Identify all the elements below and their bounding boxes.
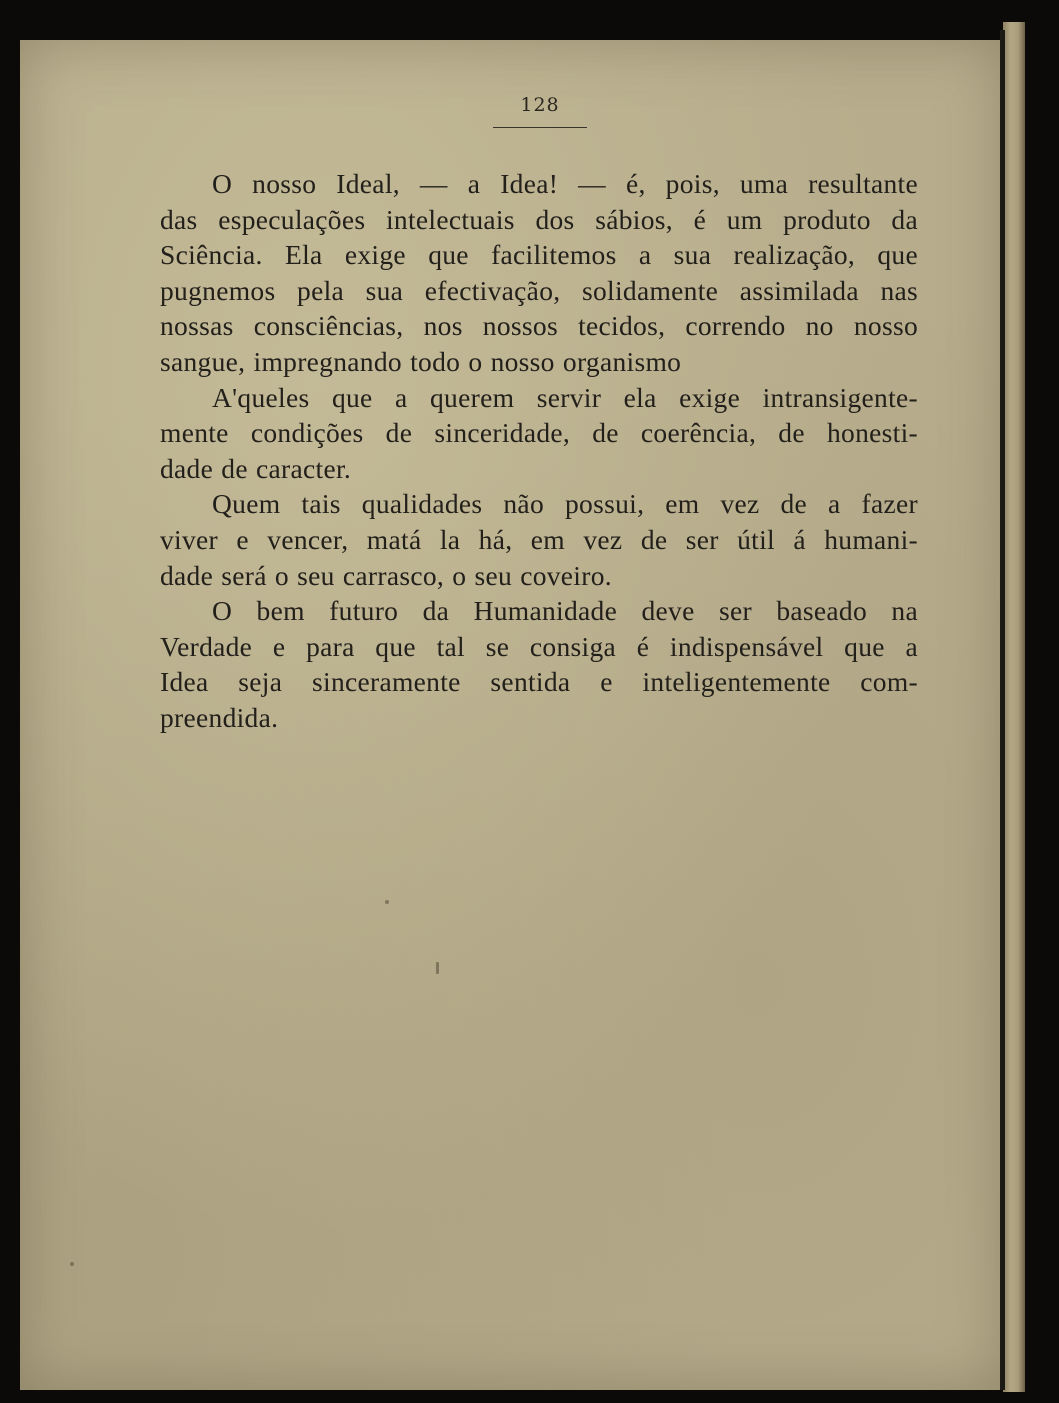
body-text [160,166,918,736]
text-line: pugnemos pela sua efectivação, solidamente assimilada nas [160,274,918,306]
page-number: 128 [520,94,560,116]
text-line: nossas consciências, nos nossos tecidos, correndo no nosso [160,310,918,342]
text-line: dade será o seu carrasco, o seu coveiro. [160,559,612,591]
text-line: preendida. [160,701,279,733]
facing-page-edge [1003,22,1025,1392]
text-line: A'queles que a querem servir ela exige intransigente- [212,381,918,413]
text-line: sangue, impregnando todo o nosso organismo [160,345,682,377]
text-line: Verdade e para que tal se consiga é indispensável que a [160,630,918,662]
text-line: Quem tais qualidades não possui, em vez de a fazer [212,488,918,520]
paper-speck [436,962,439,974]
text-line: viver e vencer, matá la há, em vez de ser útil á humani- [160,523,918,555]
text-line: mente condições de sinceridade, de coerência, de honesti- [160,417,918,449]
text-line: Sciência. Ela exige que facilitemos a sua realização, que [160,239,918,271]
text-line: O bem futuro da Humanidade deve ser baseado na [212,595,918,627]
text-line: das especulações intelectuais dos sábios, é um produto da [160,203,918,235]
paper-speck [385,900,389,904]
text-line: O nosso Ideal, — a Idea! — é, pois, uma resultante [212,168,918,199]
page-spine [1000,30,1005,1390]
paper-speck [70,1262,74,1266]
text-line: dade de caracter. [160,452,352,484]
header-rule [493,127,587,128]
text-line: Idea seja sinceramente sentida e inteligentemente com- [160,666,918,698]
